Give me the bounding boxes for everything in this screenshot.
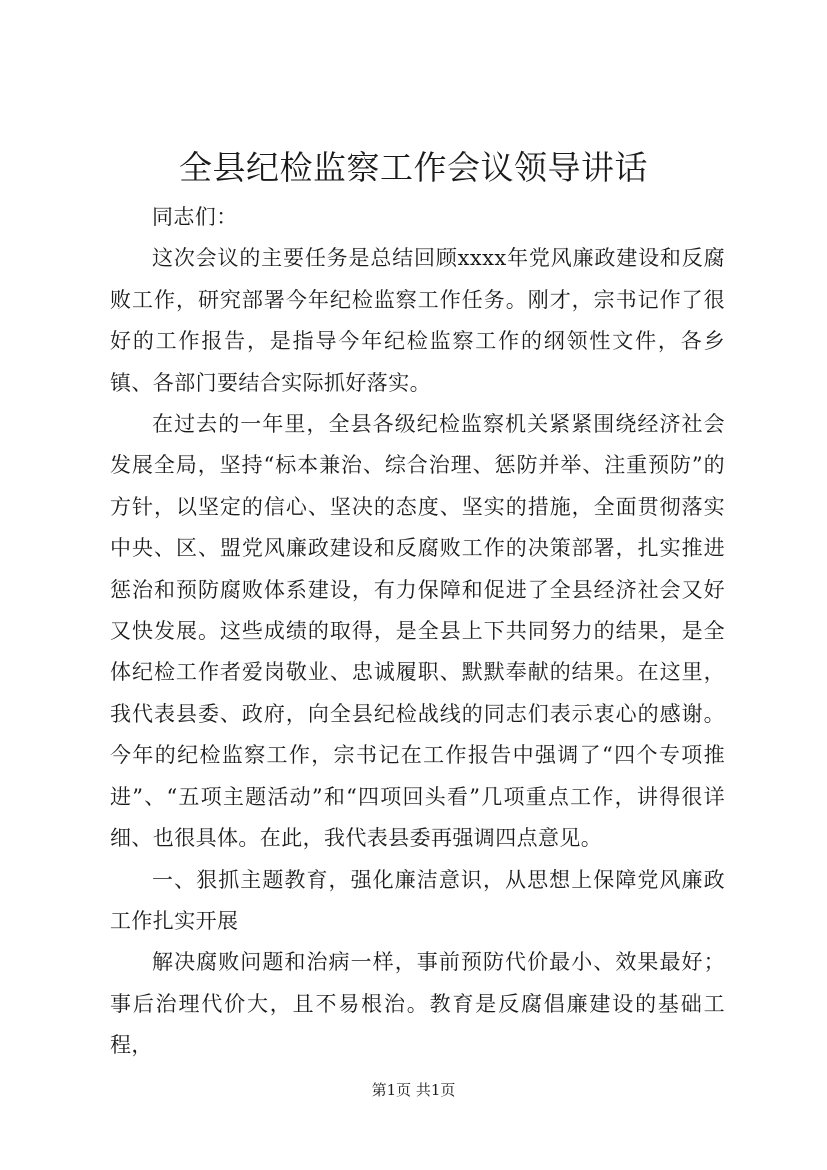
section-heading-1: 一、狠抓主题教育，强化廉洁意识，从思想上保障党风廉政工作扎实开展 xyxy=(110,867,725,933)
paragraph-3: 解决腐败问题和治病一样，事前预防代价最小、效果最好；事后治理代价大，且不易根治。教育是反腐倡廉建设的基础工程， xyxy=(110,950,725,1058)
page-number-footer: 第1页 共1页 xyxy=(371,1081,456,1099)
paragraph-1: 这次会议的主要任务是总结回顾xxxx年党风廉政建设和反腐败工作，研究部署今年纪检监察工作任务。刚才，宗书记作了很好的工作报告，是指导今年纪检监察工作的纲领性文件，各乡镇、各部门要结合实际抓好落实。 xyxy=(110,246,725,395)
document-title: 全县纪检监察工作会议领导讲话 xyxy=(179,148,648,187)
paragraph-2: 在过去的一年里，全县各级纪检监察机关紧紧围绕经济社会发展全局，坚持“标本兼治、综合治理、惩防并举、注重预防”的方针，以坚定的信心、坚决的态度、坚实的措施，全面贯彻落实中央、区、盟党风廉政建设和反腐败工作的决策部署，扎实推进惩治和预防腐败体系建设，有力保障和促进了全县经济社会又好又快发展。这些成绩的取得，是全县上下共同努力的结果，是全体纪检工作者爱岗敬业、忠诚履职、默默奉献的结果。在这里，我代表县委、政府，向全县纪检战线的同志们表示衷心的感谢。今年的纪检监察工作，宗书记在工作报告中强调了“四个专项推进”、“五项主题活动”和“四项回头看”几项重点工作，讲得很详细、也很具体。在此，我代表县委再强调四点意见。 xyxy=(110,412,725,851)
document-body xyxy=(110,197,725,1067)
salutation: 同志们： xyxy=(152,205,238,229)
